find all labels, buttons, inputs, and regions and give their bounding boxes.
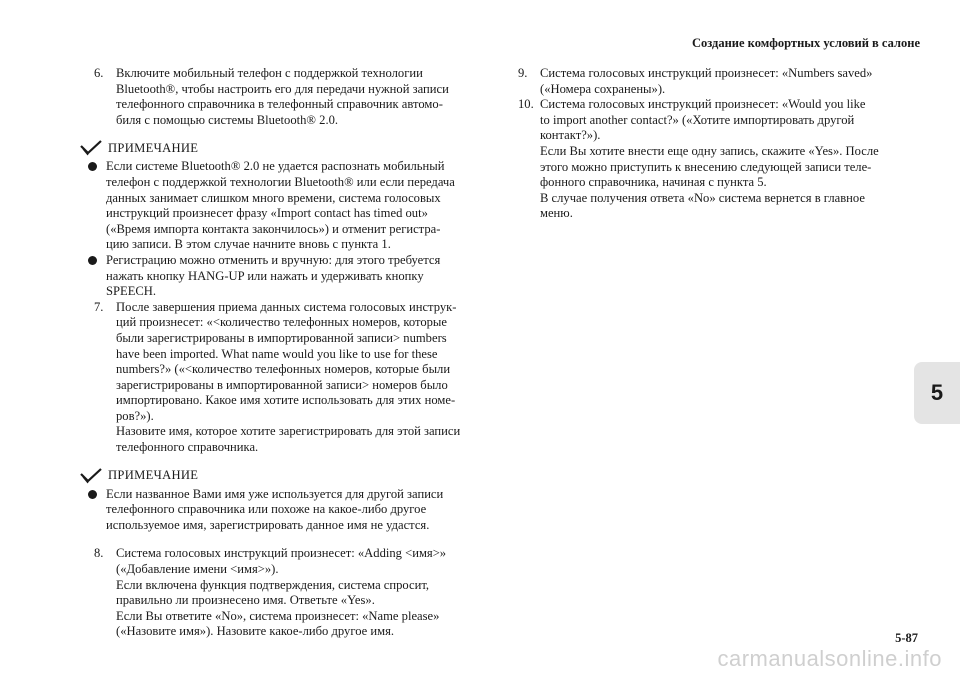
step-10 <box>512 97 902 222</box>
text-line: были зарегистрированы в импортированной записи> numbers <box>116 330 447 345</box>
text-line: инструкций произнесет фразу «Import contact has timed out» <box>106 206 428 221</box>
text-line: numbers?» («<количество телефонных номеров, которые были <box>116 362 451 377</box>
right-column <box>512 66 902 222</box>
text-line: используемое имя, зарегистрировать данное имя не удастся. <box>106 517 430 532</box>
text-line: телефонного справочника. <box>116 440 259 455</box>
note-pencil-icon <box>80 140 102 156</box>
note-label: ПРИМЕЧАНИЕ <box>108 140 199 155</box>
note-bullet <box>88 159 486 253</box>
text-line: Система голосовых инструкций произнесет: «Numbers saved» <box>540 66 873 80</box>
text-line: телефон с поддержкой технологии Bluetooth® или если передача <box>106 174 455 189</box>
bullet-dot-icon <box>88 490 97 499</box>
text-line: телефонного справочника в телефонный справочник автомо- <box>116 97 443 112</box>
step-number: 6. <box>94 66 104 80</box>
text-line: Bluetooth®, чтобы настроить его для передачи нужной записи <box>116 81 449 96</box>
step-number: 9. <box>518 66 528 80</box>
text-line: Включите мобильный телефон с поддержкой технологии <box>116 66 423 80</box>
step-6 <box>86 66 486 128</box>
text-line: ров?»). <box>116 408 154 423</box>
left-column <box>86 66 486 640</box>
chapter-tab: 5 <box>914 362 960 424</box>
text-line: («Назовите имя»). Назовите какое-либо другое имя. <box>116 624 395 639</box>
bullet-dot-icon <box>88 256 97 265</box>
text-line: («Время импорта контакта закончилось») и отменит регистра- <box>106 221 441 236</box>
step-8 <box>86 546 486 640</box>
page-number: 5-87 <box>895 631 918 645</box>
text-line: импортировано. Какое имя хотите использовать для этих номе- <box>116 393 456 408</box>
step-9 <box>512 66 902 97</box>
bullet-dot-icon <box>88 162 97 171</box>
step-number: 8. <box>94 546 104 561</box>
text-line: to import another contact?» («Хотите импортировать другой <box>540 112 855 127</box>
text-line: фонного справочника, начиная с пункта 5. <box>540 175 767 190</box>
text-line: Если включена функция подтверждения, система спросит, <box>116 577 430 592</box>
text-line: меню. <box>540 206 573 221</box>
text-line: Если Вы ответите «No», система произнесет: «Name please» <box>116 608 440 623</box>
text-line: Если Вы хотите внести еще одну запись, скажите «Yes». После <box>540 143 879 158</box>
text-line: Если названное Вами имя уже используется для другой записи <box>106 486 444 501</box>
text-line: («Добавление имени <имя>»). <box>116 562 279 577</box>
text-line: этого можно приступить к внесению следующей записи теле- <box>540 159 872 174</box>
text-line: SPEECH. <box>106 284 157 299</box>
text-line: нажать кнопку HANG-UP или нажать и удерживать кнопку <box>106 268 424 283</box>
text-line: («Номера сохранены»). <box>540 81 666 96</box>
note-heading <box>80 140 486 156</box>
note-heading <box>80 468 486 484</box>
text-line: Регистрацию можно отменить и вручную: для этого требуется <box>106 252 441 267</box>
text-line: Назовите имя, которое хотите зарегистрировать для этой записи <box>116 424 461 439</box>
text-line: После завершения приема данных система голосовых инструк- <box>116 299 457 314</box>
text-line: данных занимает слишком много времени, система голосовых <box>106 190 441 205</box>
text-line: Если системе Bluetooth® 2.0 не удается распознать мобильный <box>106 159 445 174</box>
text-line: цию записи. В этом случае начните вновь с пункта 1. <box>106 237 391 252</box>
note-bullet <box>88 487 486 534</box>
text-line: Система голосовых инструкций произнесет: «Would you like <box>540 97 866 112</box>
text-line: телефонного справочника или похоже на какое-либо другое <box>106 502 427 517</box>
step-7 <box>86 300 486 456</box>
text-line: В случае получения ответа «No» система вернется в главное <box>540 190 865 205</box>
step-number: 7. <box>94 299 104 314</box>
text-line: правильно ли произнесено имя. Ответьте «Yes». <box>116 593 375 608</box>
text-line: зарегистрированы в импортированной записи> номеров было <box>116 377 448 392</box>
text-line: биля с помощью системы Bluetooth® 2.0. <box>116 112 339 127</box>
note-pencil-icon <box>80 468 102 484</box>
text-line: Система голосовых инструкций произнесет: «Adding <имя>» <box>116 546 447 561</box>
step-number: 10. <box>518 97 534 112</box>
note-label: ПРИМЕЧАНИЕ <box>108 467 199 482</box>
text-line: контакт?»). <box>540 128 601 143</box>
watermark: carmanualsonline.info <box>717 646 942 671</box>
note-bullet <box>88 253 486 300</box>
text-line: have been imported. What name would you like to use for these <box>116 346 438 361</box>
text-line: ций произнесет: «<количество телефонных номеров, которые <box>116 315 447 330</box>
running-header: Создание комфортных условий в салоне <box>691 36 920 50</box>
